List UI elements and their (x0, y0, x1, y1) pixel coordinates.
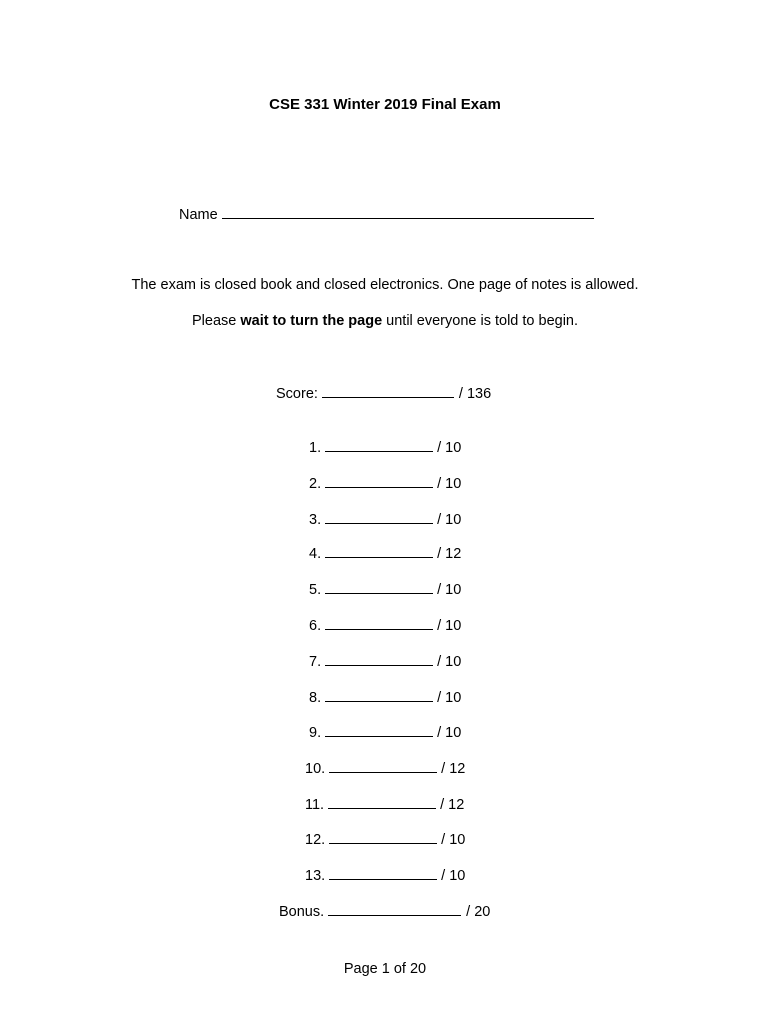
score-row (276, 384, 491, 402)
question-row-9 (309, 723, 461, 741)
score-total: / 136 (458, 386, 492, 402)
question-score-field[interactable] (325, 688, 433, 702)
question-score-field[interactable] (325, 438, 433, 452)
question-label: 3. (309, 512, 322, 528)
question-row-4 (309, 544, 461, 562)
question-score-field[interactable] (328, 795, 436, 809)
question-label: 12. (305, 832, 326, 848)
question-score-field[interactable] (325, 474, 433, 488)
question-score-field[interactable] (325, 652, 433, 666)
question-max: / 10 (437, 654, 462, 670)
question-max: / 12 (441, 761, 466, 777)
question-max: / 12 (440, 797, 465, 813)
question-max: / 10 (437, 690, 462, 706)
bonus-label: Bonus. (279, 904, 325, 920)
question-row-3 (309, 510, 461, 528)
instructions-line-1: The exam is closed book and closed electronics. One page of notes is allowed. (131, 277, 639, 293)
question-score-field[interactable] (329, 830, 437, 844)
question-max: / 10 (437, 582, 462, 598)
instructions-line-2 (0, 313, 770, 329)
question-row-2 (309, 474, 461, 492)
question-label: 7. (309, 654, 322, 670)
question-max: / 10 (441, 868, 466, 884)
bonus-score-field[interactable] (328, 902, 461, 916)
question-score-field[interactable] (325, 616, 433, 630)
question-score-field[interactable] (329, 759, 437, 773)
bonus-row (279, 902, 490, 920)
question-label: 6. (309, 618, 322, 634)
question-row-10 (305, 759, 465, 777)
exam-title: CSE 331 Winter 2019 Final Exam (269, 96, 501, 113)
question-label: 9. (309, 725, 322, 741)
question-row-11 (305, 795, 464, 813)
question-row-12 (305, 830, 465, 848)
instructions-line-2-before: Please (191, 313, 241, 329)
question-row-7 (309, 652, 461, 670)
question-row-8 (309, 688, 461, 706)
question-max: / 10 (437, 618, 462, 634)
name-field[interactable] (222, 205, 594, 219)
question-max: / 12 (437, 546, 462, 562)
question-max: / 10 (437, 476, 462, 492)
instructions-line-2-bold: wait to turn the page (240, 313, 383, 329)
question-score-field[interactable] (325, 544, 433, 558)
question-score-field[interactable] (325, 723, 433, 737)
question-max: / 10 (437, 512, 462, 528)
question-row-5 (309, 580, 461, 598)
question-row-1 (309, 438, 461, 456)
question-max: / 10 (437, 725, 462, 741)
page-number: Page 1 of 20 (343, 961, 427, 977)
question-label: 10. (305, 761, 326, 777)
question-row-6 (309, 616, 461, 634)
question-score-field[interactable] (329, 866, 437, 880)
question-max: / 10 (437, 440, 462, 456)
instructions-line-2-after: until everyone is told to begin. (382, 313, 579, 329)
question-score-field[interactable] (325, 580, 433, 594)
name-row (179, 205, 594, 223)
question-label: 2. (309, 476, 322, 492)
name-label: Name (179, 207, 218, 223)
question-label: 8. (309, 690, 322, 706)
bonus-max: / 20 (466, 904, 491, 920)
question-score-field[interactable] (325, 510, 433, 524)
question-max: / 10 (441, 832, 466, 848)
question-label: 4. (309, 546, 322, 562)
score-label: Score: (276, 386, 318, 402)
question-label: 1. (309, 440, 322, 456)
question-label: 11. (305, 797, 325, 813)
question-row-13 (305, 866, 465, 884)
question-label: 13. (305, 868, 326, 884)
question-label: 5. (309, 582, 322, 598)
score-field[interactable] (322, 384, 454, 398)
